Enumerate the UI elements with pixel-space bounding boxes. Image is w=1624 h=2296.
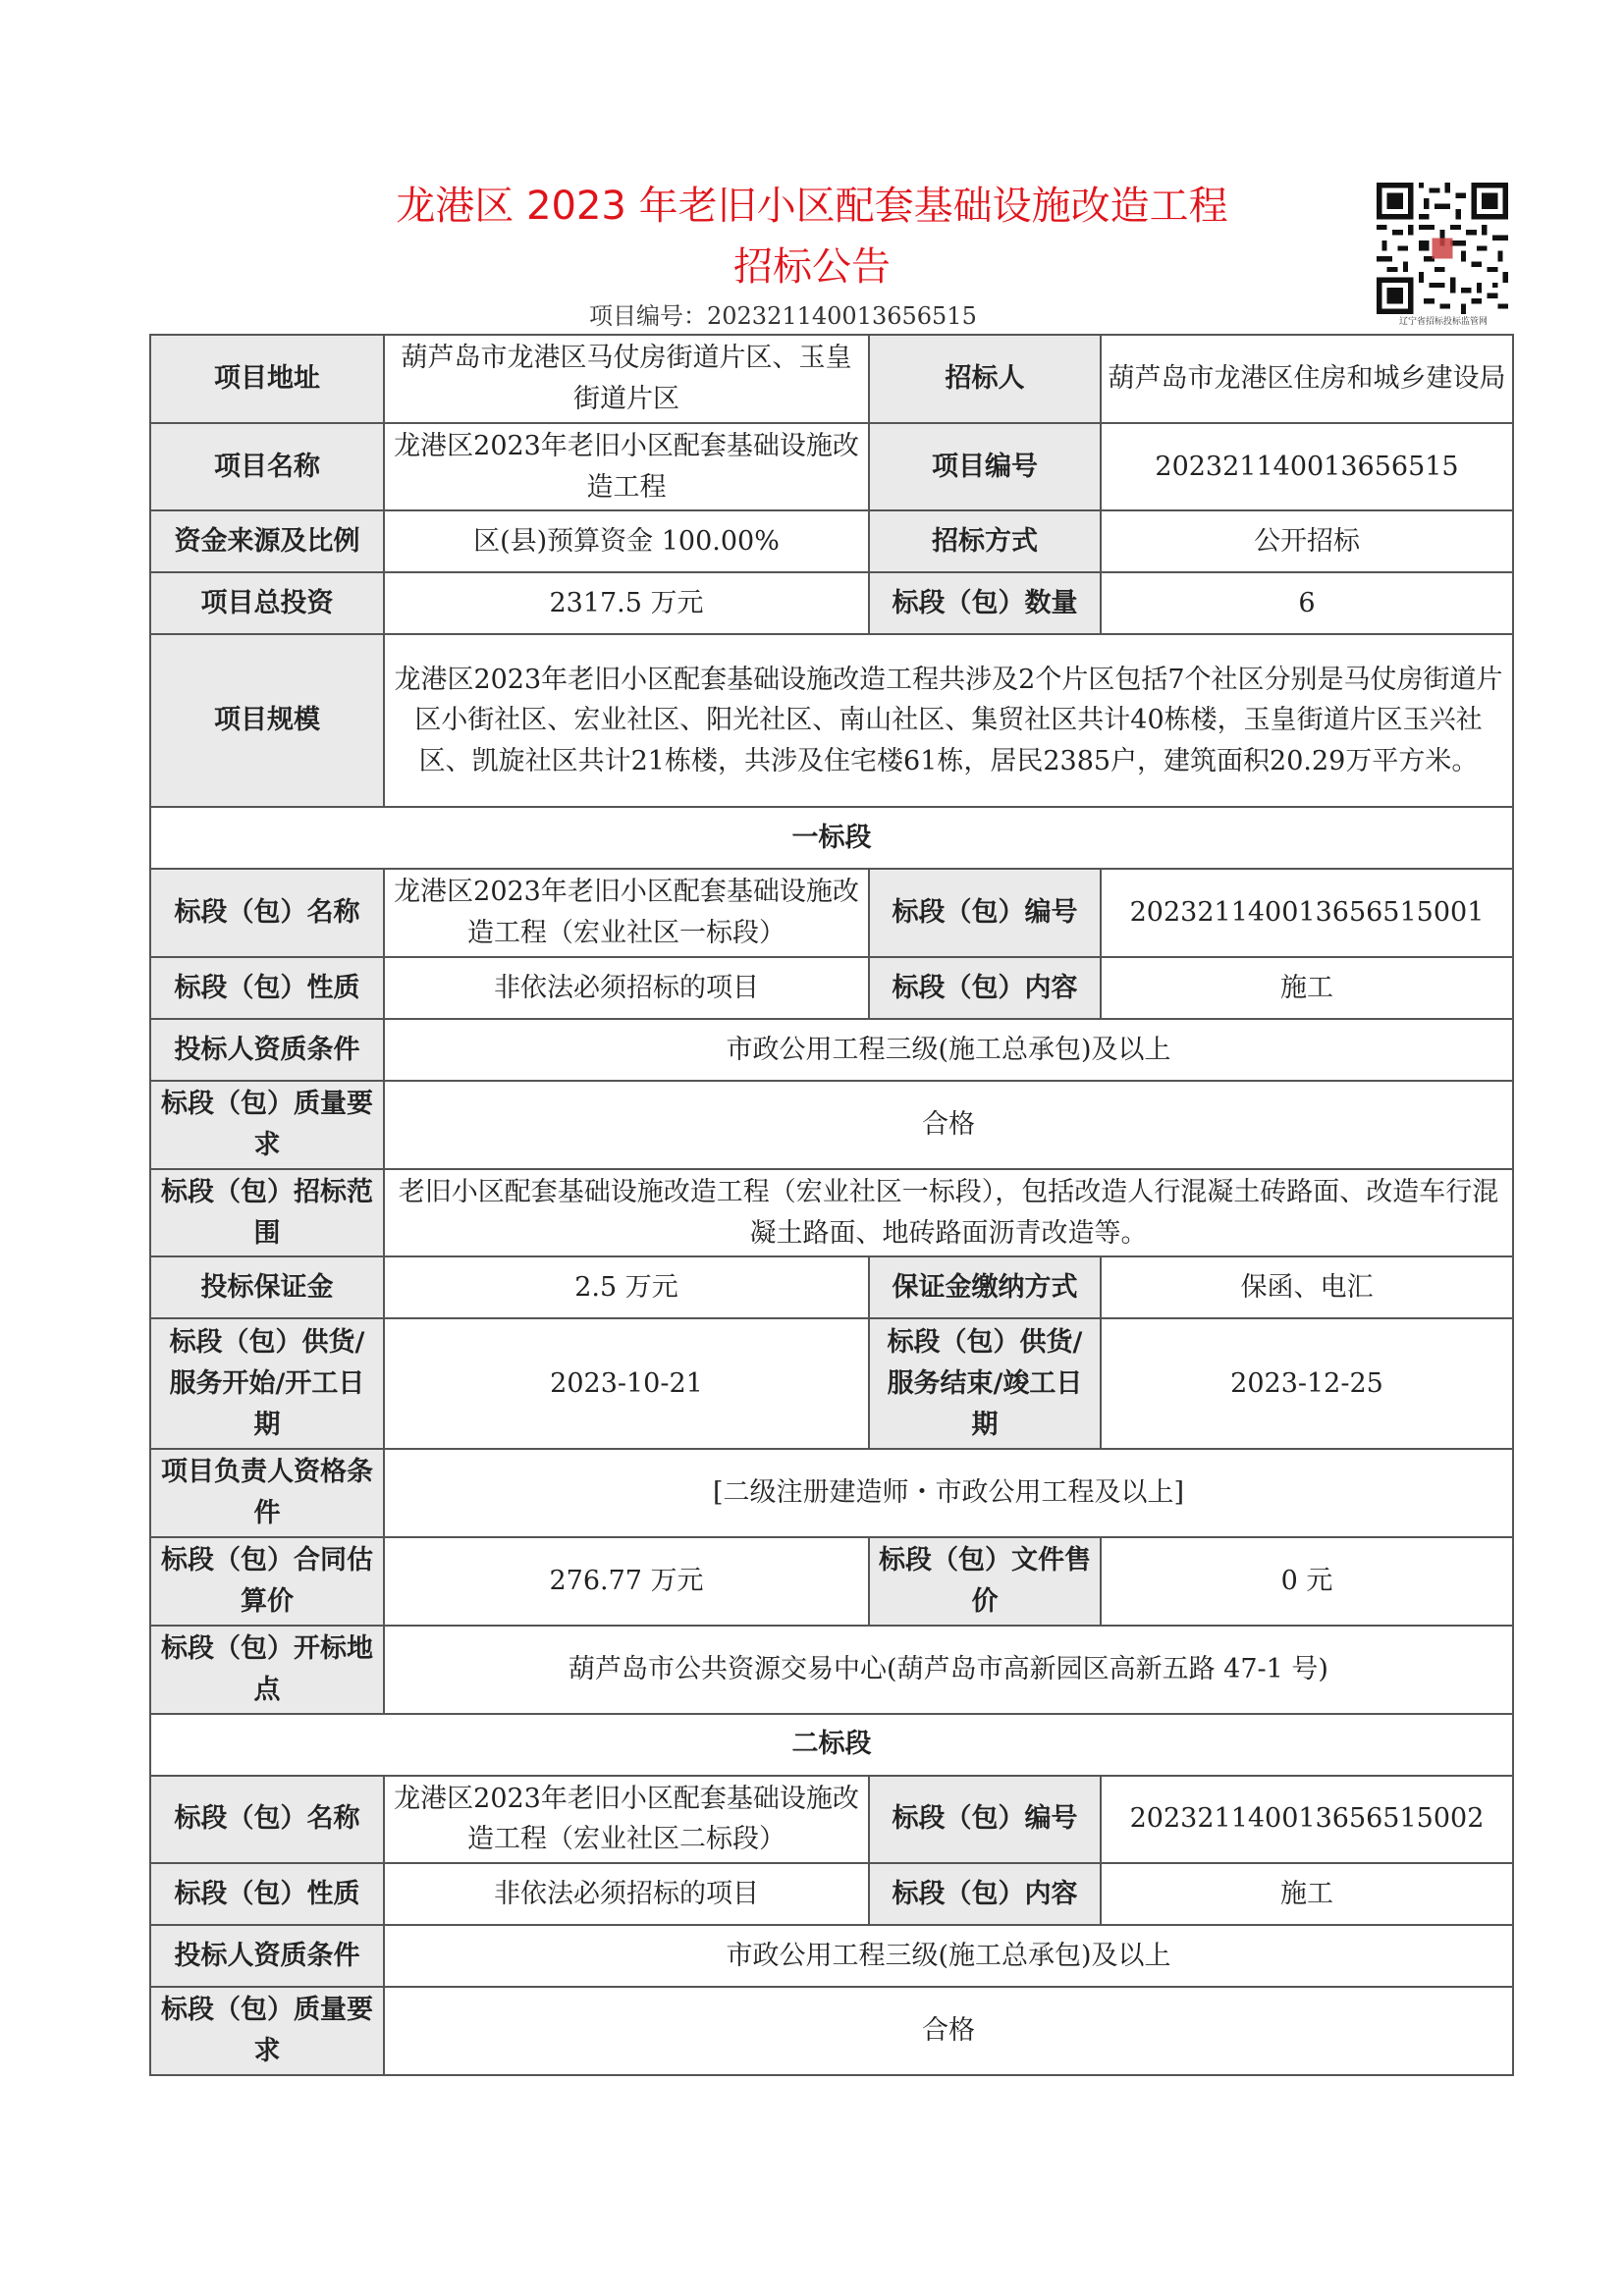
qr-caption: 辽宁省招标投标监管网 (1398, 317, 1488, 327)
investment-label: 项目总投资 (150, 572, 384, 634)
document-title: 龙港区 2023 年老旧小区配套基础设施改造工程 (396, 184, 1228, 229)
lot1-doc-price-label: 标段（包）文件售价 (869, 1537, 1101, 1626)
lot1-manager-value: [二级注册建造师・市政公用工程及以上] (384, 1449, 1513, 1537)
lot1-estimate-value: 276.77 万元 (384, 1537, 869, 1626)
lot2-header: 二标段 (150, 1714, 1513, 1776)
tender-info-table (149, 334, 1514, 2076)
lot1-opening-value: 葫芦岛市公共资源交易中心(葫芦岛市高新园区高新五路 47-1 号) (384, 1626, 1513, 1714)
lot1-opening-label: 标段（包）开标地点 (150, 1626, 384, 1714)
section-header-row (150, 1714, 1513, 1776)
project-number-value: 202321140013656515 (1101, 423, 1513, 511)
tenderer-label: 招标人 (869, 335, 1101, 423)
lot1-name-label: 标段（包）名称 (150, 869, 384, 957)
lot1-nature-label: 标段（包）性质 (150, 957, 384, 1019)
project-name-label: 项目名称 (150, 423, 384, 511)
project-number-label: 项目编号 (869, 423, 1101, 511)
lot1-deposit-method-label: 保证金缴纳方式 (869, 1256, 1101, 1318)
address-value: 葫芦岛市龙港区马仗房街道片区、玉皇街道片区 (384, 335, 869, 423)
lot1-header: 一标段 (150, 807, 1513, 869)
lot1-start-label: 标段（包）供货/服务开始/开工日期 (150, 1318, 384, 1449)
funding-label: 资金来源及比例 (150, 510, 384, 572)
lot2-qualification-label: 投标人资质条件 (150, 1925, 384, 1987)
table-row (150, 510, 1513, 572)
lot2-content-label: 标段（包）内容 (869, 1863, 1101, 1925)
lot1-nature-value: 非依法必须招标的项目 (384, 957, 869, 1019)
method-value: 公开招标 (1101, 510, 1513, 572)
lot1-start-value: 2023-10-21 (384, 1318, 869, 1449)
lot1-end-value: 2023-12-25 (1101, 1318, 1513, 1449)
lot1-doc-price-value: 0 元 (1101, 1537, 1513, 1626)
lot2-content-value: 施工 (1101, 1863, 1513, 1925)
lot2-name-value: 龙港区2023年老旧小区配套基础设施改造工程（宏业社区二标段） (384, 1776, 869, 1864)
table-row (150, 1256, 1513, 1318)
document-subtitle: 招标公告 (733, 244, 891, 290)
lot2-quality-label: 标段（包）质量要求 (150, 1987, 384, 2075)
table-row (150, 1019, 1513, 1081)
table-row (150, 1776, 1513, 1864)
project-name-value: 龙港区2023年老旧小区配套基础设施改造工程 (384, 423, 869, 511)
table-row (150, 572, 1513, 634)
lot2-name-label: 标段（包）名称 (150, 1776, 384, 1864)
lot1-deposit-value: 2.5 万元 (384, 1256, 869, 1318)
tenderer-value: 葫芦岛市龙港区住房和城乡建设局 (1101, 335, 1513, 423)
lot2-code-value: 202321140013656515002 (1101, 1776, 1513, 1864)
table-row (150, 869, 1513, 957)
lot1-manager-label: 项目负责人资格条件 (150, 1449, 384, 1537)
lot1-estimate-label: 标段（包）合同估算价 (150, 1537, 384, 1626)
project-number-line: 项目编号：202321140013656515 (589, 302, 977, 330)
lot2-code-label: 标段（包）编号 (869, 1776, 1101, 1864)
lot1-scope-value: 老旧小区配套基础设施改造工程（宏业社区一标段），包括改造人行混凝土砖路面、改造车行混凝土路面、地砖路面沥青改造等。 (384, 1169, 1513, 1257)
lot2-qualification-value: 市政公用工程三级(施工总承包)及以上 (384, 1925, 1513, 1987)
lot1-quality-value: 合格 (384, 1081, 1513, 1169)
table-row (150, 1626, 1513, 1714)
qr-code-icon (1377, 183, 1508, 314)
lot1-name-value: 龙港区2023年老旧小区配套基础设施改造工程（宏业社区一标段） (384, 869, 869, 957)
lot1-code-label: 标段（包）编号 (869, 869, 1101, 957)
lots-count-value: 6 (1101, 572, 1513, 634)
table-row (150, 1925, 1513, 1987)
lot1-deposit-method-value: 保函、电汇 (1101, 1256, 1513, 1318)
scale-label: 项目规模 (150, 634, 384, 807)
lot1-code-value: 202321140013656515001 (1101, 869, 1513, 957)
lot1-quality-label: 标段（包）质量要求 (150, 1081, 384, 1169)
table-row (150, 1081, 1513, 1169)
lot1-qualification-label: 投标人资质条件 (150, 1019, 384, 1081)
scale-value: 龙港区2023年老旧小区配套基础设施改造工程共涉及2个片区包括7个社区分别是马仗房街道片区小街社区、宏业社区、阳光社区、南山社区、集贸社区共计40栋楼，玉皇街道片区玉兴社区、凯旋社区共计21栋楼，共涉及住宅楼61栋，居民2385户，建筑面积20.29万平方米。 (384, 634, 1513, 807)
lot1-end-label: 标段（包）供货/服务结束/竣工日期 (869, 1318, 1101, 1449)
section-header-row (150, 807, 1513, 869)
table-row (150, 335, 1513, 423)
investment-value: 2317.5 万元 (384, 572, 869, 634)
lot2-quality-value: 合格 (384, 1987, 1513, 2075)
lot2-nature-label: 标段（包）性质 (150, 1863, 384, 1925)
method-label: 招标方式 (869, 510, 1101, 572)
table-row (150, 957, 1513, 1019)
table-row (150, 634, 1513, 807)
table-row (150, 1169, 1513, 1257)
lot1-scope-label: 标段（包）招标范围 (150, 1169, 384, 1257)
table-row (150, 1987, 1513, 2075)
lots-count-label: 标段（包）数量 (869, 572, 1101, 634)
address-label: 项目地址 (150, 335, 384, 423)
table-row (150, 423, 1513, 511)
table-row (150, 1449, 1513, 1537)
lot1-qualification-value: 市政公用工程三级(施工总承包)及以上 (384, 1019, 1513, 1081)
funding-value: 区(县)预算资金 100.00% (384, 510, 869, 572)
table-row (150, 1318, 1513, 1449)
lot1-content-label: 标段（包）内容 (869, 957, 1101, 1019)
lot2-nature-value: 非依法必须招标的项目 (384, 1863, 869, 1925)
lot1-deposit-label: 投标保证金 (150, 1256, 384, 1318)
table-row (150, 1537, 1513, 1626)
lot1-content-value: 施工 (1101, 957, 1513, 1019)
table-row (150, 1863, 1513, 1925)
